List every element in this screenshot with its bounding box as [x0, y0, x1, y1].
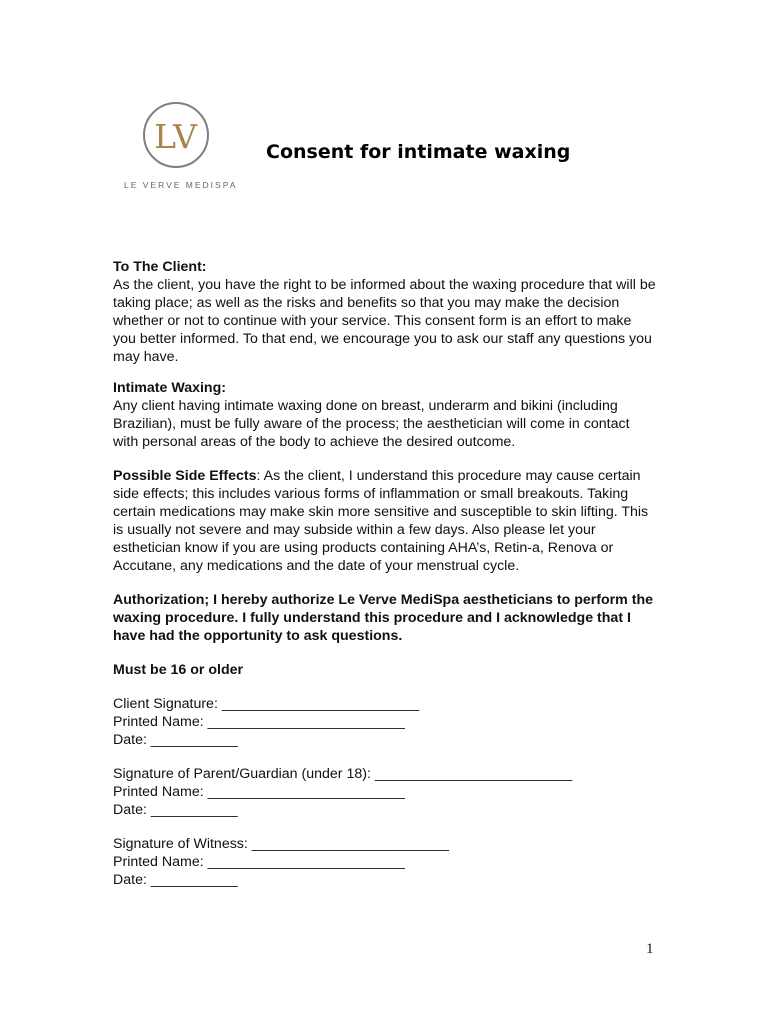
le-verve-logo [124, 102, 238, 194]
side-effects-text: : As the client, I understand this procedure may cause certain side effects; this includes various forms of inflammation or small breakouts. Taking certain medications may make skin more sensitive and susceptible to skin lifting. This is usually not severe and may subside within a few days. Also please let your esthetician know if you are using products containing AHA’s, Retin-a, Renova or Accutane, any medications and the date of your menstrual cycle. [113, 468, 649, 574]
logo-text: LE VERVE MEDISPA [124, 180, 238, 190]
client-signature-field[interactable]: Client Signature: _________________________ [113, 696, 420, 712]
guardian-signature-field[interactable]: Signature of Parent/Guardian (under 18): _________________________ [113, 766, 573, 782]
age-requirement: Must be 16 or older [113, 662, 244, 678]
witness-date-field[interactable]: Date: ___________ [113, 872, 238, 888]
authorization-statement: Authorization; I hereby authorize Le Verve MediSpa aestheticians to perform the waxing procedure. I fully understand this procedure and I acknowledge that I have had the opportunity to ask questions. [113, 592, 654, 644]
witness-printed-name-field[interactable]: Printed Name: _________________________ [113, 854, 405, 870]
guardian-date-field[interactable]: Date: ___________ [113, 802, 238, 818]
document-title: Consent for intimate waxing [266, 141, 571, 163]
logo-circle [143, 102, 209, 168]
logo-mark: LV [154, 116, 198, 156]
side-effects-heading: Possible Side Effects [113, 468, 257, 484]
client-paragraph: As the client, you have the right to be informed about the waxing procedure that will be taking place; as well as the risks and benefits so that you may make the decision whether or not to continue with your service. This consent form is an effort to make you better informed. To that end, we encourage you to ask our staff any questions you may have. [113, 277, 656, 365]
side-effects-paragraph [113, 467, 658, 575]
client-heading: To The Client: [113, 259, 207, 275]
intimate-waxing-paragraph: Any client having intimate waxing done on breast, underarm and bikini (including Brazilian), must be fully aware of the process; the aesthetician will come in contact with personal areas of the body to achieve the desired outcome. [113, 398, 630, 450]
client-date-field[interactable]: Date: ___________ [113, 732, 238, 748]
client-printed-name-field[interactable]: Printed Name: _________________________ [113, 714, 405, 730]
guardian-printed-name-field[interactable]: Printed Name: _________________________ [113, 784, 405, 800]
consent-body [113, 258, 658, 889]
witness-signature-field[interactable]: Signature of Witness: _________________________ [113, 836, 450, 852]
page-number: 1 [646, 941, 654, 957]
intimate-waxing-heading: Intimate Waxing: [113, 380, 226, 396]
